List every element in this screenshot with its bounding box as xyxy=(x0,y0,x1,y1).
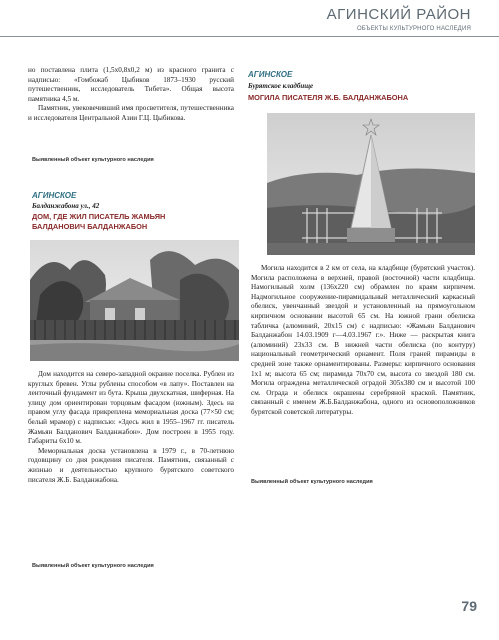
section-title xyxy=(32,212,242,231)
house-description xyxy=(28,370,234,485)
section-district: АГИНСКОЕ xyxy=(248,70,293,79)
paragraph: Дом находится на северо-западной окраине поселка. Рублен из круглых бревен. Углы рублены способом «в лапу». Поставлен на ленточный фундамент из бута. Крыша двухскатная, шиферная. На улицу дом ориентирован торцовым фасадом (южным). Здесь на правом углу фасада прикреплена мемориальная доска (77×50 см; белый мрамор) с надписью: «Здесь жил в 1955–1967 гг. писатель Жамьян Балданович Балданжабон». Дом построен в 1955 году. Габариты 6х10 м. xyxy=(28,370,234,446)
section-subtitle: ОБЪЕКТЫ КУЛЬТУРНОГО НАСЛЕДИЯ xyxy=(356,26,471,32)
title-line: ДОМ, ГДЕ ЖИЛ ПИСАТЕЛЬ ЖАМЬЯН xyxy=(32,212,166,221)
heritage-label: Выявленный объект культурного наследия xyxy=(32,563,154,569)
paragraph: Памятник, увековечивший имя просветителя, путешественника и исследователя Центральной Азии Г.Ц. Цыбикова. xyxy=(28,104,234,122)
section-address: Бурятское кладбище xyxy=(248,82,314,90)
paragraph: Могила находится в 2 км от села, на кладбище (бурятский участок). Могила расположена в верхней, правой (восточной) части кладбища. Намогильный холм (136х220 см) обрамлен по краям кирпичем. Надмогильное сооружение-пирамидальный металлический каркасный обелиск, увенчанный звездой и установленный на прямоугольном кирпичном основании высотой 65 см. На южной грани обелиска табличка (алюминий, 20х15 см) с надписью: «Жамьян Балданович Балданжабон 14.03.1909 г—4.03.1967 г.». Ниже — раскрытая книга (алюминий) 23х33 см. В нижней части обелиска (по контуру) национальный геометрический орнамент. Поля граней пирамиды в средней зоне также орнаментированы. Размеры: кирпичного основания 1х1 м; высота 65 см; пирамида 70х70 см, высота со звездой 180 см. Могила ограждена металлической оградой 305х380 см и высотой 100 см. Ограда и обелиск окрашены серебряной краской. Памятник, связанный с именем Ж.Б.Балданжабона, одного из основоположников бурятской советской литературы. xyxy=(251,264,475,416)
paragraph: но поставлена плита (1,5х0,8х0,2 м) из красного гранита с надписью: «Гомбожаб Цыбиков 1873–1930 русский путешественник, исследователь Тибета». Общая высота памятника 4,5 м. xyxy=(28,66,234,103)
section-address: Балданжабона ул., 42 xyxy=(32,202,100,210)
title-line: БАЛДАНОВИЧ БАЛДАНЖАБОН xyxy=(32,221,148,231)
heritage-label: Выявленный объект культурного наследия xyxy=(251,479,373,485)
house-photo xyxy=(30,240,239,361)
section-title: МОГИЛА ПИСАТЕЛЯ Ж.Б. БАЛДАНЖАБОНА xyxy=(248,93,409,102)
heritage-label: Выявленный объект культурного наследия xyxy=(32,157,154,163)
paragraph: Мемориальная доска установлена в 1979 г., в 70-летнюю годовщину со дня рождения писателя. Памятник, связанный с жизнью и деятельностью крупного бурятского советского писателя Ж.Б. Балданжабона. xyxy=(28,446,234,484)
page-number: 79 xyxy=(461,598,477,614)
grave-photo xyxy=(267,113,475,255)
district-title: АГИНСКИЙ РАЙОН xyxy=(326,6,471,23)
tsybikov-text xyxy=(28,66,234,124)
grave-description xyxy=(251,264,475,418)
header-divider xyxy=(0,36,499,37)
section-district: АГИНСКОЕ xyxy=(32,191,77,200)
